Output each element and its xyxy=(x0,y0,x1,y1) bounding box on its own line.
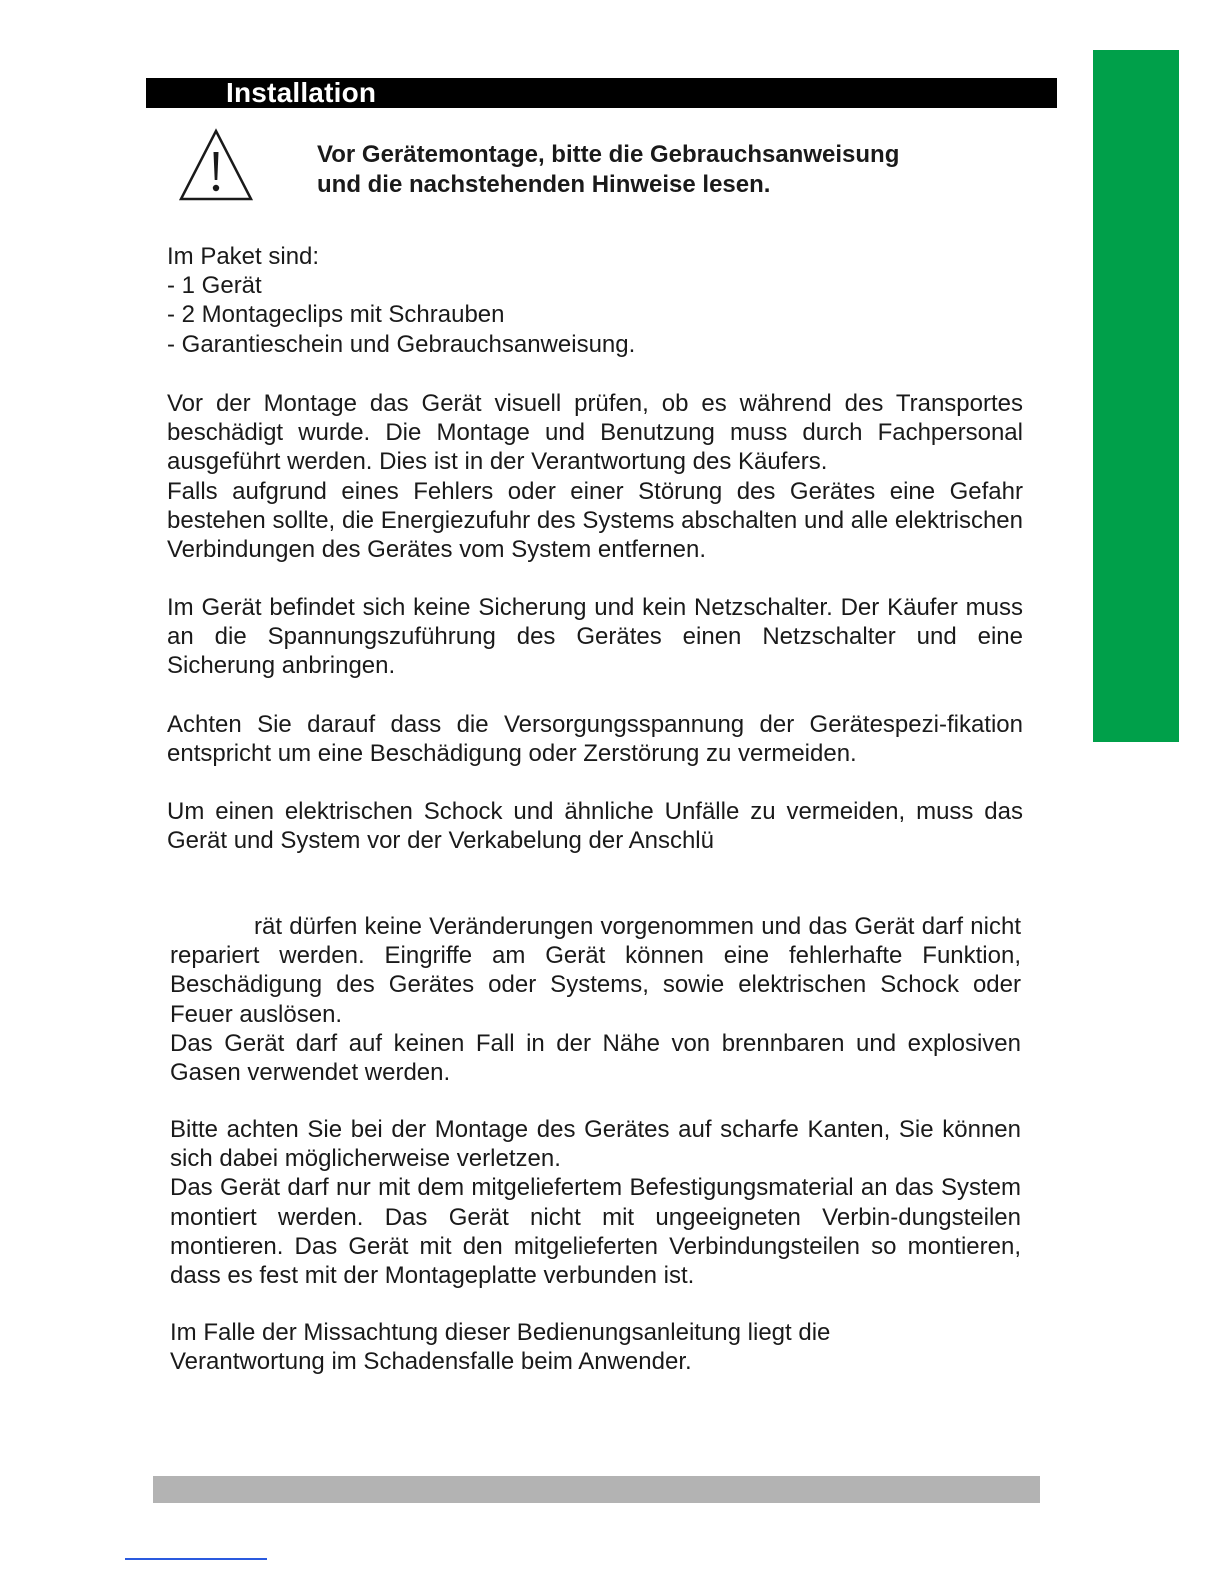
paragraph-inspection: Vor der Montage das Gerät visuell prüfen, ob es während des Transportes beschädigt wurde. Die Montage und Benutzung muss durch Fachpersonal ausgeführt werden. Dies ist in der Verantwortung des Käufers. xyxy=(167,390,1023,476)
paragraph-edges: Bitte achten Sie bei der Montage des Gerätes auf scharfe Kanten, Sie können sich dabei möglicherweise verletzen. xyxy=(170,1116,1021,1173)
warning-notice xyxy=(317,140,1037,200)
paragraph-shock: Um einen elektrischen Schock und ähnliche Unfälle zu vermeiden, muss das Gerät und System vor der Verkabelung der Anschlü xyxy=(167,798,1023,855)
paragraph-modification: rät dürfen keine Veränderungen vorgenommen und das Gerät darf nicht repariert werden. Eingriffe am Gerät können eine fehlerhafte Funktion, Beschädigung des Gerätes oder Systems, sowie elektrischen Schock oder Feuer auslösen. xyxy=(170,913,1021,1028)
warning-line-2: und die nachstehenden Hinweise lesen. xyxy=(317,171,771,198)
fuse-section xyxy=(167,593,1023,681)
mounting-section xyxy=(170,1115,1021,1290)
paragraph-gases: Das Gerät darf auf keinen Fall in der Nähe von brennbaren und explosiven Gasen verwendet werden. xyxy=(170,1029,1021,1087)
modification-section xyxy=(170,912,1021,1087)
paragraph-liability-line-2: Verantwortung im Schadensfalle beim Anwender. xyxy=(170,1348,692,1376)
paragraph-voltage: Achten Sie darauf dass die Versorgungsspannung der Gerätespezi-fikation entspricht um eine Beschädigung oder Zerstörung zu vermeiden. xyxy=(167,711,1023,768)
warning-line-1: Vor Gerätemontage, bitte die Gebrauchsanweisung xyxy=(317,141,900,168)
list-item: - Garantieschein und Gebrauchsanweisung. xyxy=(167,330,636,358)
warning-triangle-icon xyxy=(178,128,254,202)
package-heading: Im Paket sind: xyxy=(167,243,320,270)
paragraph-fuse: Im Gerät befindet sich keine Sicherung und kein Netzschalter. Der Käufer muss an die Spannungszuführung des Gerätes einen Netzschalter und eine Sicherung anbringen. xyxy=(167,594,1023,680)
shock-section xyxy=(167,797,1023,855)
footer-bar xyxy=(153,1476,1040,1503)
side-color-tab xyxy=(1093,50,1179,742)
section-header-bar xyxy=(146,78,1057,108)
voltage-section xyxy=(167,710,1023,768)
paragraph-mounting: Das Gerät darf nur mit dem mitgeliefertem Befestigungsmaterial an das System montiert werden. Das Gerät nicht mit ungeeigneten Verbin-dungsteilen montieren. Das Gerät mit den mitgelieferten Verbindungsteilen so montieren, dass es fest mit der Montageplatte verbunden ist. xyxy=(170,1174,1021,1290)
paragraph-liability-line-1: Im Falle der Missachtung dieser Bedienungsanleitung liegt die xyxy=(170,1319,831,1346)
footer-link-underline xyxy=(125,1558,267,1560)
liability-section xyxy=(170,1318,1021,1376)
section-title: Installation xyxy=(226,77,377,108)
list-item: - 2 Montageclips mit Schrauben xyxy=(167,301,505,329)
inspection-section xyxy=(167,389,1023,564)
list-item: - 1 Gerät xyxy=(167,272,262,300)
paragraph-fault: Falls aufgrund eines Fehlers oder einer Störung des Gerätes eine Gefahr bestehen sollte, die Energiezufuhr des Systems abschalten und alle elektrischen Verbindungen des Gerätes vom System entfernen. xyxy=(167,477,1023,564)
package-contents xyxy=(167,242,1023,359)
